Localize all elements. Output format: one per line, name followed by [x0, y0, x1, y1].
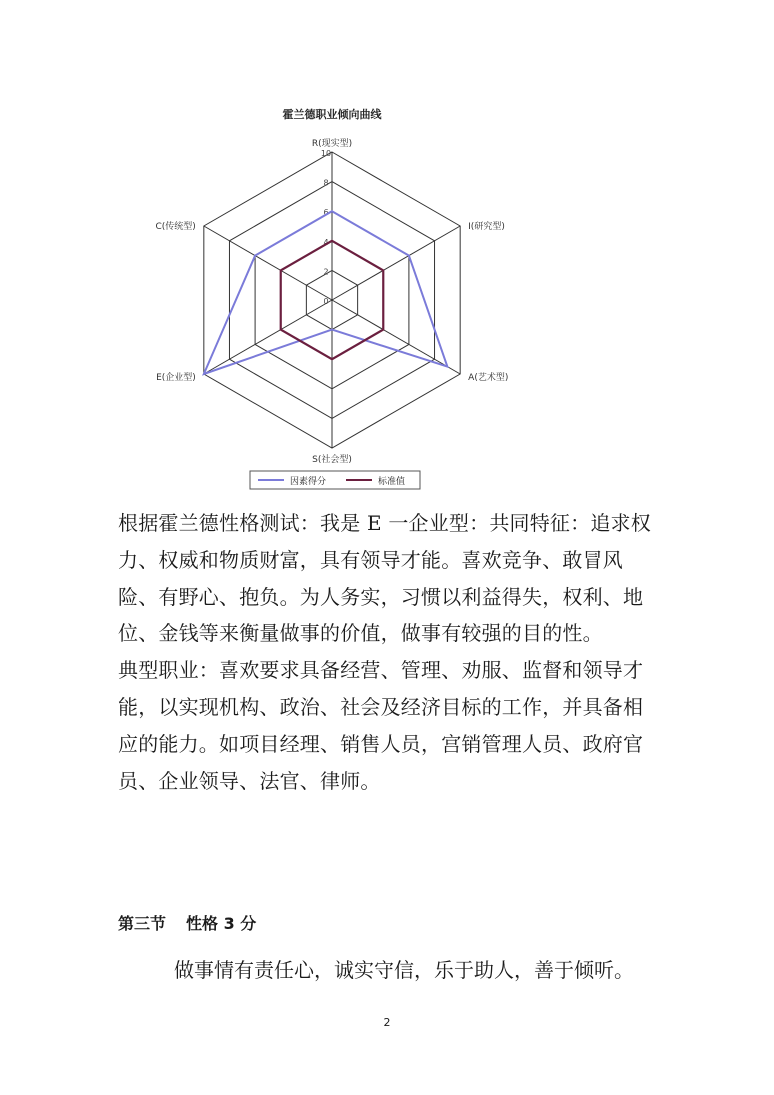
legend-label-0: 因素得分: [290, 477, 327, 487]
body-text: [118, 505, 663, 799]
tick-label-0: 0: [323, 297, 329, 306]
tick-label-10: 10: [320, 149, 332, 158]
axis-label-1: I(研究型): [468, 222, 505, 232]
tick-label-4: 4: [323, 237, 329, 247]
axis-label-3: S(社会型): [312, 455, 352, 465]
holland-radar-chart: [140, 100, 540, 500]
paragraph-holland-result: 根据霍兰德性格测试：我是 E 一企业型：共同特征：追求权力、权威和物质财富，具有领导才能。喜欢竞争、敢冒风险、有野心、抱负。为人务实，习惯以利益得失，权利、地位、金钱等来衡量做事的价值，做事有较强的目的性。: [118, 511, 651, 646]
section-number: 第三节: [118, 914, 167, 933]
axis-label-4: E(企业型): [156, 373, 196, 383]
tick-label-6: 6: [323, 208, 329, 218]
section-body-text: 做事情有责任心，诚实守信，乐于助人，善于倾听。: [174, 958, 634, 982]
radar-chart-svg: [140, 100, 540, 500]
section-title: 性格 3 分: [186, 914, 257, 933]
legend-label-1: 标准值: [378, 477, 406, 487]
axis-label-0: R(现实型): [311, 139, 353, 149]
paragraph-typical-careers: 典型职业：喜欢要求具备经营、管理、劝服、监督和领导才能，以实现机构、政治、社会及经济目标的工作，并具备相应的能力。如项目经理、销售人员，宫销管理人员、政府官员、企业领导、法官、律师。: [118, 658, 644, 793]
section-heading: [118, 912, 256, 936]
page-number: 2: [383, 1016, 391, 1029]
grid-spoke-1: [332, 226, 460, 300]
axis-label-2: A(艺术型): [468, 373, 509, 383]
series-line-0: [204, 211, 448, 374]
chart-title: 霍兰德职业倾向曲线: [282, 108, 382, 121]
axis-label-5: C(传统型): [155, 222, 196, 232]
tick-label-2: 2: [323, 267, 329, 277]
tick-label-8: 8: [323, 178, 329, 188]
grid-spoke-2: [332, 300, 460, 374]
grid-spoke-5: [204, 226, 332, 300]
